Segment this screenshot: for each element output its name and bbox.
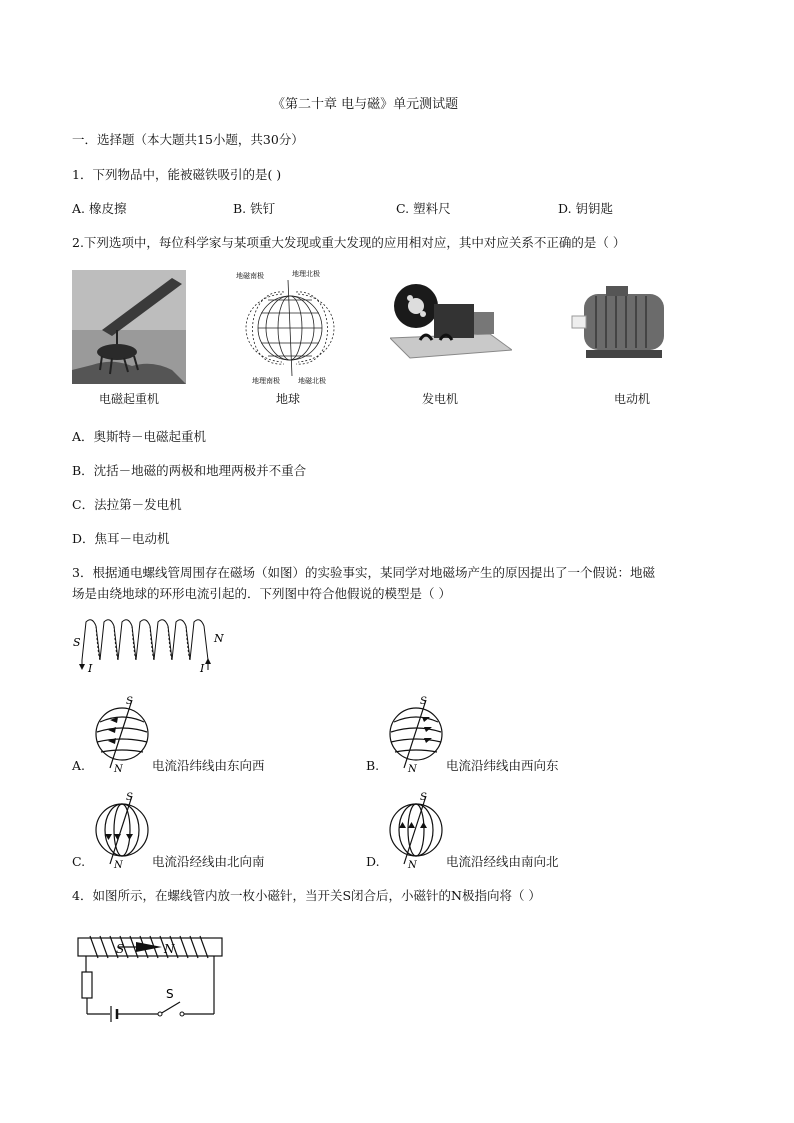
q1-stem: 1．下列物品中，能被磁铁吸引的是( ) — [72, 167, 282, 182]
motor-photo — [566, 286, 682, 364]
globe-c-longitude-north-south — [92, 790, 156, 870]
globe-c-label-s: S — [126, 792, 133, 803]
section-heading: 一．选择题（本大题共15小题，共30分） — [72, 132, 304, 147]
q3-stem-line2: 场是由绕地球的环形电流引起的．下列图中符合他假说的模型是（ ） — [72, 586, 451, 601]
generator-photo — [390, 278, 512, 360]
q2-option-b: B．沈括－地磁的两极和地理两极并不重合 — [72, 463, 307, 478]
label-geomagnetic-south: 地磁南极 — [236, 272, 264, 280]
label-geomagnetic-north: 地磁北极 — [298, 377, 326, 385]
solenoid-label-n: N — [214, 632, 224, 645]
globe-a-label-s: S — [126, 696, 133, 707]
globe-a-latitude-east-west — [92, 694, 156, 774]
q2-option-c: C．法拉第－发电机 — [72, 497, 182, 512]
globe-c-label-n: N — [114, 860, 123, 870]
solenoid-label-s: S — [73, 636, 81, 649]
earth-magnetic-field-diagram — [234, 268, 346, 386]
crane-photo — [72, 270, 186, 384]
solenoid-label-i-right: I — [200, 662, 205, 674]
q3-option-a-letter: A. — [72, 758, 86, 773]
switch-label: S — [166, 987, 174, 1001]
solenoid-current-diagram — [72, 614, 232, 674]
q1-option-c: C. 塑料尺 — [396, 201, 451, 216]
page-title: 《第二十章 电与磁》单元测试题 — [272, 97, 459, 112]
q3-option-b-text: 电流沿纬线由西向东 — [446, 758, 559, 773]
q2-option-a: A．奥斯特－电磁起重机 — [72, 429, 207, 444]
q2-option-d: D．焦耳－电动机 — [72, 531, 170, 546]
q4-stem: 4．如图所示，在螺线管内放一枚小磁针，当开关S闭合后，小磁针的N极指向将（ ） — [72, 888, 541, 903]
caption-earth: 地球 — [275, 392, 300, 406]
solenoid-label-i-left: I — [88, 662, 93, 674]
q3-option-c-letter: C. — [72, 854, 86, 869]
q1-option-d: D. 钥钥匙 — [558, 201, 614, 216]
globe-d-label-n: N — [408, 860, 417, 870]
needle-label-s: S — [116, 942, 125, 956]
q3-option-b-letter: B. — [366, 758, 380, 773]
q3-option-d-letter: D. — [366, 854, 380, 869]
globe-a-label-n: N — [114, 764, 123, 774]
label-geographic-north: 地理北极 — [292, 270, 320, 278]
globe-d-longitude-south-north — [386, 790, 450, 870]
caption-motor: 电动机 — [613, 392, 650, 406]
needle-label-n: N — [164, 942, 175, 956]
q2-stem: 2.下列选项中，每位科学家与某项重大发现或重大发现的应用相对应，其中对应关系不正确的是（ ） — [72, 235, 626, 250]
q3-option-d-text: 电流沿经线由南向北 — [446, 854, 559, 869]
label-geographic-south: 地理南极 — [252, 377, 280, 385]
caption-crane: 电磁起重机 — [98, 392, 159, 406]
q1-option-b: B. 铁钉 — [233, 201, 276, 216]
caption-generator: 发电机 — [421, 392, 458, 406]
q1-option-a: A. 橡皮擦 — [72, 201, 127, 216]
globe-b-latitude-west-east — [386, 694, 450, 774]
globe-d-label-s: S — [420, 792, 427, 803]
q3-stem-line1: 3．根据通电螺线管周围存在磁场（如图）的实验事实，某同学对地磁场产生的原因提出了一个假说：地磁 — [72, 565, 655, 580]
q3-option-a-text: 电流沿纬线由东向西 — [152, 758, 265, 773]
globe-b-label-n: N — [408, 764, 417, 774]
globe-b-label-s: S — [420, 696, 427, 707]
solenoid-circuit-diagram — [76, 930, 226, 1024]
q3-option-c-text: 电流沿经线由北向南 — [152, 854, 265, 869]
